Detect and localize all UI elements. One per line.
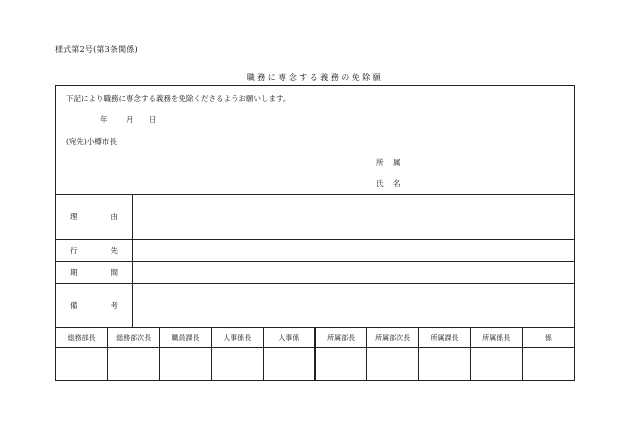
- request-section: [56, 86, 574, 195]
- period-label: 期 間: [56, 262, 133, 283]
- seal-box[interactable]: [470, 348, 522, 381]
- approval-title: 総務部次長: [108, 328, 160, 348]
- destination-row: [56, 240, 574, 262]
- approval-title: 職員課長: [160, 328, 212, 348]
- department-label-char-2: 属: [393, 158, 401, 167]
- application-form: [55, 85, 575, 381]
- seal-box[interactable]: [160, 348, 212, 381]
- reason-field[interactable]: [133, 194, 574, 239]
- reason-label: 理 由: [56, 194, 133, 239]
- seal-box[interactable]: [56, 348, 108, 381]
- approval-title: 所属部長: [315, 328, 367, 348]
- remarks-row: [56, 284, 574, 327]
- remarks-label: 備 考: [56, 284, 133, 327]
- approval-seal-table: [56, 327, 574, 380]
- seal-box[interactable]: [522, 348, 574, 381]
- approval-title: 総務部長: [56, 328, 108, 348]
- addressee: (宛先)小樽市長: [66, 137, 117, 146]
- name-label-char-1: 氏: [376, 179, 384, 188]
- approval-titles-row: [56, 328, 574, 348]
- approval-stamps-row: [56, 348, 574, 381]
- seal-box[interactable]: [367, 348, 419, 381]
- seal-box[interactable]: [108, 348, 160, 381]
- approval-title: 所属部次長: [367, 328, 419, 348]
- seal-box[interactable]: [211, 348, 263, 381]
- remarks-field[interactable]: [133, 284, 574, 327]
- period-row: [56, 262, 574, 284]
- destination-label: 行 先: [56, 240, 133, 261]
- seal-box[interactable]: [263, 348, 315, 381]
- date-month-label: 月: [126, 115, 134, 124]
- period-field[interactable]: [133, 262, 574, 283]
- form-number: 様式第2号(第3条関係): [55, 45, 138, 54]
- request-statement: 下記により職務に専念する義務を免除くださるようお願いします。: [66, 94, 291, 103]
- seal-box[interactable]: [315, 348, 367, 381]
- document-title: 職務に専念する義務の免除願: [246, 73, 384, 82]
- approval-title: 人事係長: [211, 328, 263, 348]
- department-label-char-1: 所: [376, 158, 384, 167]
- seal-box[interactable]: [419, 348, 471, 381]
- date-year-label: 年: [100, 115, 108, 124]
- approval-title: 人事係: [263, 328, 315, 348]
- approval-title: 所属課長: [419, 328, 471, 348]
- reason-row: [56, 194, 574, 240]
- date-day-label: 日: [149, 115, 157, 124]
- destination-field[interactable]: [133, 240, 574, 261]
- approval-title: 係: [522, 328, 574, 348]
- name-label-char-2: 名: [393, 179, 401, 188]
- approval-title: 所属係長: [470, 328, 522, 348]
